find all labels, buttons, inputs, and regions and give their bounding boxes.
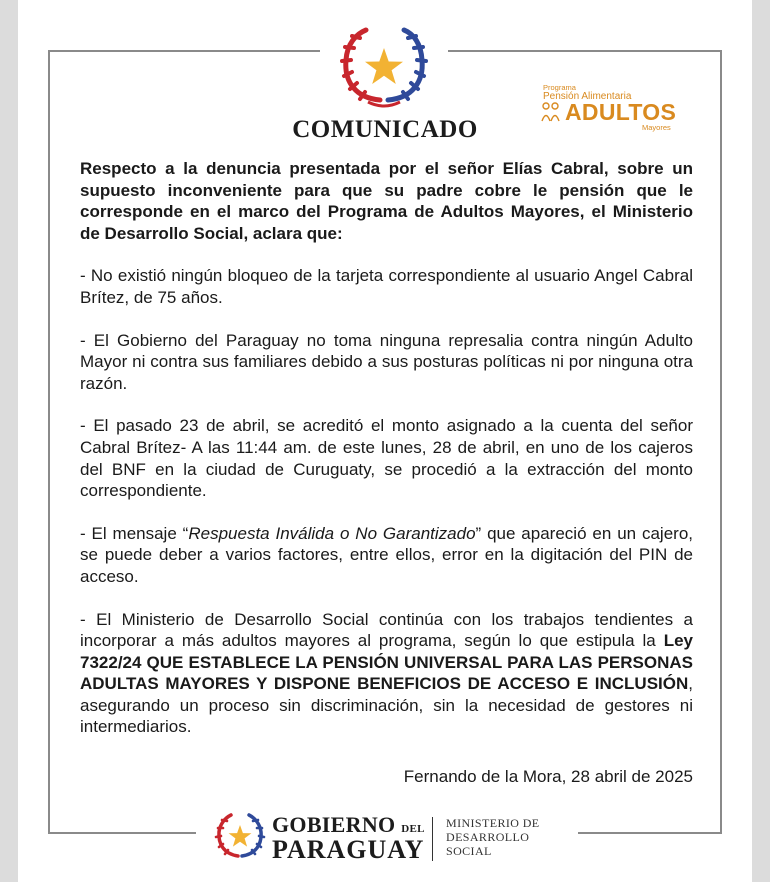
- statement-point-3: - El pasado 23 de abril, se acreditó el monto asignado a la cuenta del señor Cabral Brítez- A las 11:44 am. de este lunes, 28 de abril, en uno de los cajeros del BNF en la ciudad de Curuguaty, se procedió a la extracción del monto correspondiente.: [80, 416, 693, 501]
- program-logo-subtitle: Pensión Alimentaria: [543, 91, 632, 102]
- point-5-text-end: , asegurando un proceso sin discriminación, sin la necesidad de gestores ni intermediarios.: [80, 674, 693, 737]
- ministry-line-2: DESARROLLO: [446, 830, 530, 844]
- point-4-text-end: ” que apareció en un cajero, se puede deber a varios factores, entre ellos, error en la digitación del PIN de acceso.: [80, 523, 694, 586]
- statement-point-5: [80, 609, 693, 739]
- elderly-couple-icon: [540, 101, 562, 128]
- statement-point-1: - No existió ningún bloqueo de la tarjeta correspondiente al usuario Angel Cabral Brítez, de 75 años.: [80, 266, 693, 307]
- footer-crest-icon: [214, 812, 266, 860]
- program-logo-name: ADULTOS: [565, 99, 677, 125]
- ministry-line-3: SOCIAL: [446, 844, 492, 858]
- point-5-text-start: - El Ministerio de Desarrollo Social continúa con los trabajos tendientes a incorporar a más adultos mayores al programa, según lo que estipula la: [80, 609, 693, 651]
- government-name: [272, 814, 425, 863]
- national-crest-top: [320, 22, 448, 112]
- statement-point-2: - El Gobierno del Paraguay no toma ninguna represalia contra ningún Adulto Mayor ni contra sus familiares debido a sus posturas políticas ni por ninguna otra razón.: [80, 330, 693, 393]
- ministry-name: [446, 816, 540, 858]
- gov-word-gobierno: GOBIERNO: [272, 812, 396, 837]
- footer-divider: [432, 817, 433, 861]
- page-title: COMUNICADO: [292, 116, 478, 143]
- program-adultos-mayores-logo: [540, 82, 690, 132]
- gov-word-del: DEL: [401, 823, 425, 835]
- point-4-text-start: - El mensaje “: [80, 523, 189, 543]
- statement-body: [80, 158, 693, 759]
- ministry-line-1: MINISTERIO DE: [446, 816, 540, 830]
- crest-icon: [320, 22, 448, 112]
- place-and-date: Fernando de la Mora, 28 abril de 2025: [403, 767, 693, 786]
- program-logo-tagline: Mayores: [642, 123, 671, 132]
- statement-point-4: [80, 523, 693, 588]
- statement-lead: Respecto a la denuncia presentada por el señor Elías Cabral, sobre un supuesto inconveniente para que su padre cobre le pensión que le corresponde en el marco del Programa de Adultos Mayores, el Ministerio de Desarrollo Social, aclara que:: [80, 159, 693, 243]
- gov-word-paraguay: PARAGUAY: [272, 835, 425, 864]
- law-reference: Ley 7322/24 QUE ESTABLECE LA PENSIÓN UNIVERSAL PARA LAS PERSONAS ADULTAS MAYORES Y DISPONE BENEFICIOS DE ACCESO E INCLUSIÓN: [80, 631, 693, 694]
- atm-message-quote: Respuesta Inválida o No Garantizado: [188, 523, 476, 543]
- government-footer-logo: [196, 800, 578, 870]
- program-logo-label: Programa: [543, 83, 576, 92]
